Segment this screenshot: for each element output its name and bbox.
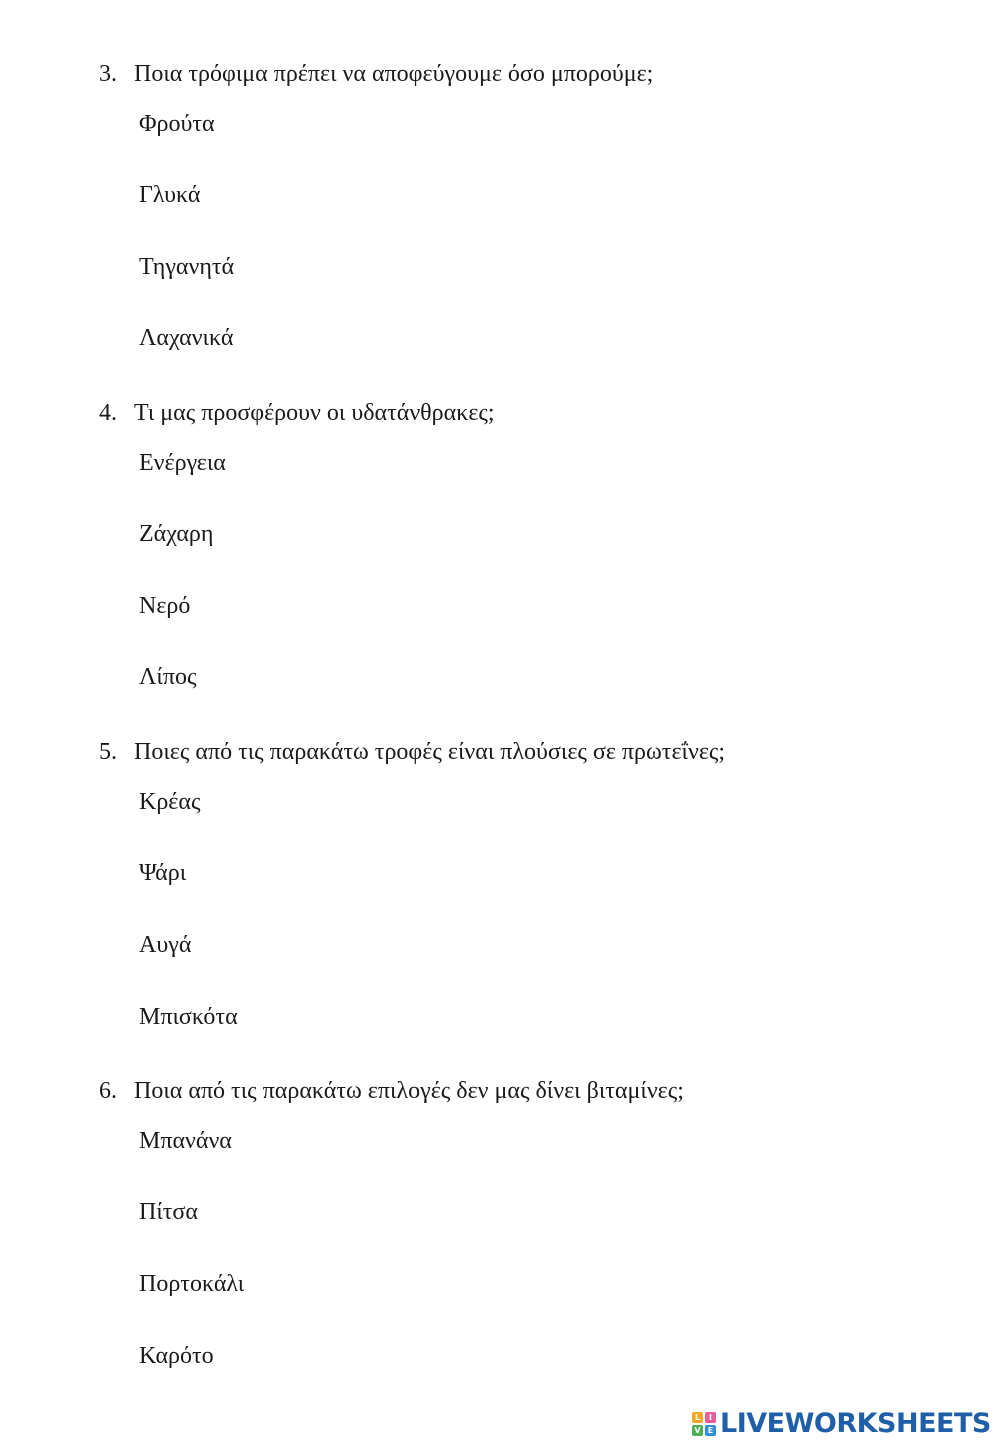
question-text: Τι μας προσφέρουν οι υδατάνθρακες; xyxy=(134,400,495,426)
answer-option[interactable]: Μπισκότα xyxy=(139,1004,238,1030)
question-5 xyxy=(99,738,725,766)
question-text: Ποια τρόφιμα πρέπει να αποφεύγουμε όσο μπορούμε; xyxy=(134,61,654,87)
answer-option[interactable]: Νερό xyxy=(139,593,191,619)
question-number: 6. xyxy=(99,1078,117,1104)
answer-option[interactable]: Φρούτα xyxy=(139,111,215,137)
question-4 xyxy=(99,399,495,427)
logo-mark-icon xyxy=(692,1412,716,1436)
question-3 xyxy=(99,60,653,88)
answer-option[interactable]: Ψάρι xyxy=(139,860,187,886)
answer-option[interactable]: Λαχανικά xyxy=(139,325,234,351)
answer-option[interactable]: Πορτοκάλι xyxy=(139,1271,245,1297)
logo-mark-cell: E xyxy=(705,1425,716,1436)
question-6 xyxy=(99,1077,684,1105)
answer-option[interactable]: Ζάχαρη xyxy=(139,521,214,547)
answer-option[interactable]: Κρέας xyxy=(139,789,201,815)
answer-option[interactable]: Πίτσα xyxy=(139,1199,198,1225)
logo-mark-cell: I xyxy=(705,1412,716,1423)
answer-option[interactable]: Λίπος xyxy=(139,664,197,690)
question-number: 5. xyxy=(99,739,117,765)
logo-mark-cell: L xyxy=(692,1412,703,1423)
liveworksheets-logo xyxy=(692,1408,991,1440)
answer-option[interactable]: Τηγανητά xyxy=(139,254,235,280)
answer-option[interactable]: Μπανάνα xyxy=(139,1128,232,1154)
logo-mark-cell: V xyxy=(692,1425,703,1436)
answer-option[interactable]: Αυγά xyxy=(139,932,192,958)
question-text: Ποιες από τις παρακάτω τροφές είναι πλούσιες σε πρωτεΐνες; xyxy=(134,739,726,765)
logo-text: LIVEWORKSHEETS xyxy=(720,1408,991,1439)
question-text: Ποια από τις παρακάτω επιλογές δεν μας δίνει βιταμίνες; xyxy=(134,1078,684,1104)
question-number: 3. xyxy=(99,61,117,87)
answer-option[interactable]: Καρότο xyxy=(139,1343,214,1369)
question-number: 4. xyxy=(99,400,117,426)
answer-option[interactable]: Ενέργεια xyxy=(139,450,226,476)
answer-option[interactable]: Γλυκά xyxy=(139,182,201,208)
